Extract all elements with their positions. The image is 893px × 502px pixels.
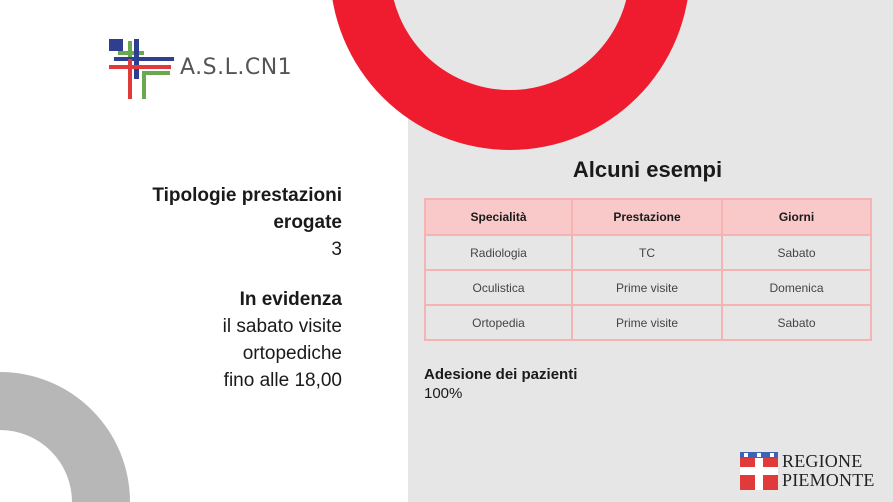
left-panel: [0, 0, 408, 502]
table-cell: Prime visite: [572, 305, 722, 340]
table-cell: Ortopedia: [425, 305, 572, 340]
examples-title: Alcuni esempi: [572, 157, 723, 182]
asl-cross-logo-icon: [106, 37, 176, 103]
table-cell: Sabato: [722, 305, 871, 340]
asl-logo: [106, 37, 293, 103]
regione-piemonte-logo: [740, 450, 880, 494]
table-cell: Radiologia: [425, 235, 572, 270]
prestazioni-block: [102, 182, 342, 263]
evidenza-title: In evidenza: [239, 289, 342, 310]
prestazioni-title-line2: erogate: [273, 212, 342, 233]
table-row: [425, 235, 871, 270]
table-cell: TC: [572, 235, 722, 270]
table-row: [425, 305, 871, 340]
header-prestazione: Prestazione: [572, 199, 722, 235]
table-header-row: [425, 199, 871, 235]
examples-table: [424, 198, 872, 341]
header-giorni: Giorni: [722, 199, 871, 235]
prestazioni-value: 3: [331, 239, 342, 260]
table-cell: Prime visite: [572, 270, 722, 305]
regione-piemonte-flag-icon: [740, 452, 778, 490]
regione-line2: PIEMONTE: [782, 470, 875, 490]
table-cell: Domenica: [722, 270, 871, 305]
evidenza-line2: ortopediche: [242, 343, 342, 364]
adesione-block: [424, 365, 577, 403]
table-cell: Sabato: [722, 235, 871, 270]
evidenza-line1: il sabato visite: [222, 316, 342, 337]
header-specialita: Specialità: [425, 199, 572, 235]
logo-text: A.S.L.CN1: [180, 55, 293, 80]
table-cell: Oculistica: [425, 270, 572, 305]
adesione-value: 100%: [424, 385, 463, 402]
evidenza-block: [102, 286, 342, 394]
regione-text: [782, 452, 875, 490]
adesione-title: Adesione dei pazienti: [424, 366, 578, 383]
prestazioni-title-line1: Tipologie prestazioni: [152, 185, 342, 206]
evidenza-line3: fino alle 18,00: [223, 370, 342, 391]
table-row: [425, 270, 871, 305]
regione-line1: REGIONE: [782, 451, 863, 471]
